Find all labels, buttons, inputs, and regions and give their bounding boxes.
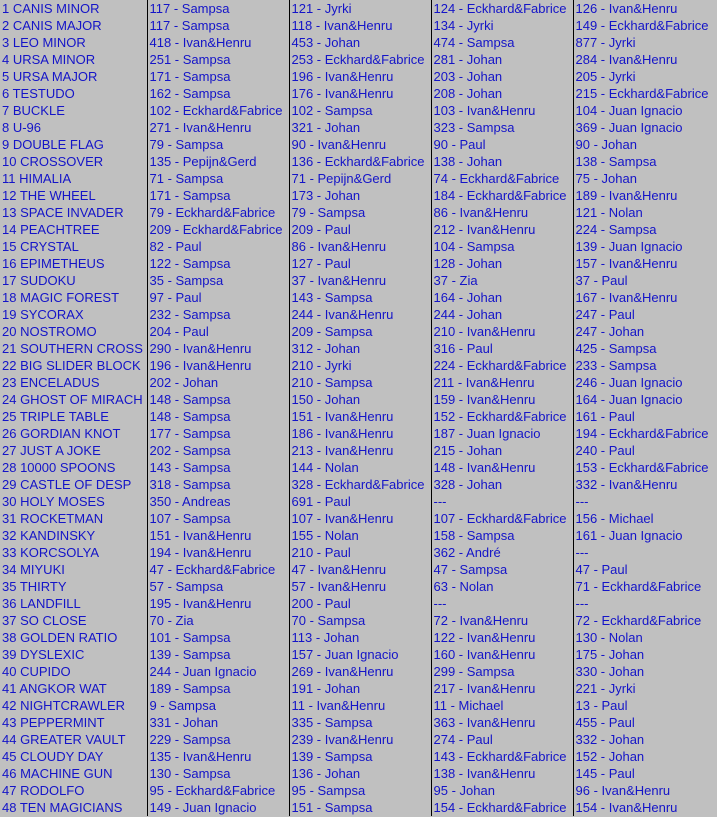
table-row bbox=[0, 493, 717, 510]
rank-1-cell: 107 - Sampsa bbox=[147, 510, 289, 527]
table-row bbox=[0, 255, 717, 272]
rank-1-cell: 418 - Ivan&Henru bbox=[147, 34, 289, 51]
table-row bbox=[0, 238, 717, 255]
rank-1-cell: 204 - Paul bbox=[147, 323, 289, 340]
table-row bbox=[0, 68, 717, 85]
puzzle-name-cell: 12 THE WHEEL bbox=[0, 187, 147, 204]
rank-1-cell: 101 - Sampsa bbox=[147, 629, 289, 646]
rank-1-cell: 177 - Sampsa bbox=[147, 425, 289, 442]
puzzle-name-cell: 43 PEPPERMINT bbox=[0, 714, 147, 731]
rank-2-cell: 209 - Sampsa bbox=[289, 323, 431, 340]
rank-1-cell: 149 - Juan Ignacio bbox=[147, 799, 289, 816]
puzzle-name-cell: 22 BIG SLIDER BLOCK bbox=[0, 357, 147, 374]
rank-4-cell: 425 - Sampsa bbox=[573, 340, 717, 357]
rank-4-cell: 153 - Eckhard&Fabrice bbox=[573, 459, 717, 476]
rank-1-cell: 47 - Eckhard&Fabrice bbox=[147, 561, 289, 578]
rank-1-cell: 290 - Ivan&Henru bbox=[147, 340, 289, 357]
puzzle-name-cell: 14 PEACHTREE bbox=[0, 221, 147, 238]
puzzle-name-cell: 5 URSA MAJOR bbox=[0, 68, 147, 85]
rank-3-cell: 224 - Eckhard&Fabrice bbox=[431, 357, 573, 374]
rank-4-cell: 104 - Juan Ignacio bbox=[573, 102, 717, 119]
rank-4-cell: 121 - Nolan bbox=[573, 204, 717, 221]
rank-4-cell: 175 - Johan bbox=[573, 646, 717, 663]
puzzle-name-cell: 3 LEO MINOR bbox=[0, 34, 147, 51]
table-row bbox=[0, 561, 717, 578]
rank-2-cell: 191 - Johan bbox=[289, 680, 431, 697]
rank-1-cell: 143 - Sampsa bbox=[147, 459, 289, 476]
rank-3-cell: 215 - Johan bbox=[431, 442, 573, 459]
rank-1-cell: 117 - Sampsa bbox=[147, 17, 289, 34]
rank-2-cell: 136 - Eckhard&Fabrice bbox=[289, 153, 431, 170]
rank-3-cell: 124 - Eckhard&Fabrice bbox=[431, 0, 573, 17]
rank-3-cell: 362 - André bbox=[431, 544, 573, 561]
rank-2-cell: 210 - Jyrki bbox=[289, 357, 431, 374]
rank-2-cell: 90 - Ivan&Henru bbox=[289, 136, 431, 153]
puzzle-name-cell: 15 CRYSTAL bbox=[0, 238, 147, 255]
table-row bbox=[0, 0, 717, 17]
rank-2-cell: 107 - Ivan&Henru bbox=[289, 510, 431, 527]
rank-3-cell: 72 - Ivan&Henru bbox=[431, 612, 573, 629]
rank-2-cell: 37 - Ivan&Henru bbox=[289, 272, 431, 289]
rank-1-cell: 232 - Sampsa bbox=[147, 306, 289, 323]
table-row bbox=[0, 102, 717, 119]
rank-2-cell: 253 - Eckhard&Fabrice bbox=[289, 51, 431, 68]
rank-2-cell: 328 - Eckhard&Fabrice bbox=[289, 476, 431, 493]
rank-4-cell: 47 - Paul bbox=[573, 561, 717, 578]
rank-2-cell: 210 - Sampsa bbox=[289, 374, 431, 391]
rank-2-cell: 209 - Paul bbox=[289, 221, 431, 238]
rank-3-cell: 128 - Johan bbox=[431, 255, 573, 272]
rank-4-cell: 332 - Johan bbox=[573, 731, 717, 748]
rank-3-cell: 37 - Zia bbox=[431, 272, 573, 289]
table-row bbox=[0, 748, 717, 765]
rank-3-cell: 122 - Ivan&Henru bbox=[431, 629, 573, 646]
rank-3-cell: 281 - Johan bbox=[431, 51, 573, 68]
rank-1-cell: 171 - Sampsa bbox=[147, 187, 289, 204]
rank-1-cell: 35 - Sampsa bbox=[147, 272, 289, 289]
rank-2-cell: 151 - Ivan&Henru bbox=[289, 408, 431, 425]
table-row bbox=[0, 85, 717, 102]
rank-1-cell: 97 - Paul bbox=[147, 289, 289, 306]
puzzle-name-cell: 39 DYSLEXIC bbox=[0, 646, 147, 663]
table-row bbox=[0, 442, 717, 459]
puzzle-name-cell: 30 HOLY MOSES bbox=[0, 493, 147, 510]
rank-4-cell: 455 - Paul bbox=[573, 714, 717, 731]
table-row bbox=[0, 612, 717, 629]
rank-1-cell: 130 - Sampsa bbox=[147, 765, 289, 782]
rank-3-cell: 11 - Michael bbox=[431, 697, 573, 714]
puzzle-name-cell: 20 NOSTROMO bbox=[0, 323, 147, 340]
rank-4-cell: 37 - Paul bbox=[573, 272, 717, 289]
rank-1-cell: 318 - Sampsa bbox=[147, 476, 289, 493]
table-row bbox=[0, 119, 717, 136]
puzzle-name-cell: 8 U-96 bbox=[0, 119, 147, 136]
rank-3-cell: 211 - Ivan&Henru bbox=[431, 374, 573, 391]
puzzle-name-cell: 16 EPIMETHEUS bbox=[0, 255, 147, 272]
puzzle-name-cell: 42 NIGHTCRAWLER bbox=[0, 697, 147, 714]
rank-4-cell: 369 - Juan Ignacio bbox=[573, 119, 717, 136]
rank-2-cell: 244 - Ivan&Henru bbox=[289, 306, 431, 323]
puzzle-name-cell: 4 URSA MINOR bbox=[0, 51, 147, 68]
rank-4-cell: --- bbox=[573, 544, 717, 561]
rank-3-cell: 212 - Ivan&Henru bbox=[431, 221, 573, 238]
rank-1-cell: 148 - Sampsa bbox=[147, 408, 289, 425]
table-row bbox=[0, 731, 717, 748]
table-row bbox=[0, 510, 717, 527]
table-row bbox=[0, 272, 717, 289]
rank-2-cell: 121 - Jyrki bbox=[289, 0, 431, 17]
puzzle-name-cell: 25 TRIPLE TABLE bbox=[0, 408, 147, 425]
rank-2-cell: 269 - Ivan&Henru bbox=[289, 663, 431, 680]
table-row bbox=[0, 204, 717, 221]
table-row bbox=[0, 663, 717, 680]
table-row bbox=[0, 170, 717, 187]
rank-4-cell: 247 - Paul bbox=[573, 306, 717, 323]
rank-1-cell: 195 - Ivan&Henru bbox=[147, 595, 289, 612]
puzzle-name-cell: 45 CLOUDY DAY bbox=[0, 748, 147, 765]
rank-1-cell: 148 - Sampsa bbox=[147, 391, 289, 408]
puzzle-name-cell: 37 SO CLOSE bbox=[0, 612, 147, 629]
rank-3-cell: 104 - Sampsa bbox=[431, 238, 573, 255]
rank-4-cell: --- bbox=[573, 493, 717, 510]
rank-3-cell: --- bbox=[431, 595, 573, 612]
rank-2-cell: 102 - Sampsa bbox=[289, 102, 431, 119]
rank-4-cell: 284 - Ivan&Henru bbox=[573, 51, 717, 68]
rank-2-cell: 79 - Sampsa bbox=[289, 204, 431, 221]
rank-1-cell: 196 - Ivan&Henru bbox=[147, 357, 289, 374]
rank-2-cell: 47 - Ivan&Henru bbox=[289, 561, 431, 578]
rank-3-cell: 363 - Ivan&Henru bbox=[431, 714, 573, 731]
puzzle-name-cell: 18 MAGIC FOREST bbox=[0, 289, 147, 306]
rank-2-cell: 150 - Johan bbox=[289, 391, 431, 408]
rank-2-cell: 196 - Ivan&Henru bbox=[289, 68, 431, 85]
puzzle-name-cell: 10 CROSSOVER bbox=[0, 153, 147, 170]
rank-2-cell: 321 - Johan bbox=[289, 119, 431, 136]
table-row bbox=[0, 136, 717, 153]
puzzle-name-cell: 31 ROCKETMAN bbox=[0, 510, 147, 527]
rank-1-cell: 151 - Ivan&Henru bbox=[147, 527, 289, 544]
table-row bbox=[0, 527, 717, 544]
puzzle-name-cell: 46 MACHINE GUN bbox=[0, 765, 147, 782]
rank-1-cell: 171 - Sampsa bbox=[147, 68, 289, 85]
rank-4-cell: 126 - Ivan&Henru bbox=[573, 0, 717, 17]
rank-2-cell: 453 - Johan bbox=[289, 34, 431, 51]
table-row bbox=[0, 357, 717, 374]
puzzle-name-cell: 28 10000 SPOONS bbox=[0, 459, 147, 476]
rank-4-cell: 13 - Paul bbox=[573, 697, 717, 714]
table-row bbox=[0, 221, 717, 238]
table-row bbox=[0, 629, 717, 646]
puzzle-name-cell: 36 LANDFILL bbox=[0, 595, 147, 612]
rank-2-cell: 173 - Johan bbox=[289, 187, 431, 204]
rank-2-cell: 71 - Pepijn&Gerd bbox=[289, 170, 431, 187]
rank-3-cell: 143 - Eckhard&Fabrice bbox=[431, 748, 573, 765]
rank-1-cell: 331 - Johan bbox=[147, 714, 289, 731]
rank-1-cell: 135 - Pepijn&Gerd bbox=[147, 153, 289, 170]
rank-3-cell: 474 - Sampsa bbox=[431, 34, 573, 51]
rank-3-cell: 158 - Sampsa bbox=[431, 527, 573, 544]
rank-1-cell: 70 - Zia bbox=[147, 612, 289, 629]
rank-4-cell: --- bbox=[573, 595, 717, 612]
rank-4-cell: 332 - Ivan&Henru bbox=[573, 476, 717, 493]
rank-2-cell: 312 - Johan bbox=[289, 340, 431, 357]
puzzle-name-cell: 38 GOLDEN RATIO bbox=[0, 629, 147, 646]
table-row bbox=[0, 187, 717, 204]
rank-1-cell: 79 - Sampsa bbox=[147, 136, 289, 153]
table-row bbox=[0, 408, 717, 425]
table-row bbox=[0, 714, 717, 731]
rank-3-cell: 328 - Johan bbox=[431, 476, 573, 493]
rank-2-cell: 210 - Paul bbox=[289, 544, 431, 561]
rank-4-cell: 157 - Ivan&Henru bbox=[573, 255, 717, 272]
rank-3-cell: 63 - Nolan bbox=[431, 578, 573, 595]
puzzle-name-cell: 7 BUCKLE bbox=[0, 102, 147, 119]
puzzle-name-cell: 35 THIRTY bbox=[0, 578, 147, 595]
rank-2-cell: 186 - Ivan&Henru bbox=[289, 425, 431, 442]
puzzle-name-cell: 44 GREATER VAULT bbox=[0, 731, 147, 748]
rank-4-cell: 90 - Johan bbox=[573, 136, 717, 153]
table-row bbox=[0, 391, 717, 408]
rank-4-cell: 130 - Nolan bbox=[573, 629, 717, 646]
rank-2-cell: 213 - Ivan&Henru bbox=[289, 442, 431, 459]
puzzle-name-cell: 2 CANIS MAJOR bbox=[0, 17, 147, 34]
rank-2-cell: 157 - Juan Ignacio bbox=[289, 646, 431, 663]
rank-3-cell: 184 - Eckhard&Fabrice bbox=[431, 187, 573, 204]
rank-4-cell: 233 - Sampsa bbox=[573, 357, 717, 374]
rank-4-cell: 877 - Jyrki bbox=[573, 34, 717, 51]
table-row bbox=[0, 425, 717, 442]
rank-1-cell: 79 - Eckhard&Fabrice bbox=[147, 204, 289, 221]
rank-1-cell: 202 - Johan bbox=[147, 374, 289, 391]
rank-3-cell: 103 - Ivan&Henru bbox=[431, 102, 573, 119]
rank-3-cell: 208 - Johan bbox=[431, 85, 573, 102]
puzzle-name-cell: 6 TESTUDO bbox=[0, 85, 147, 102]
puzzle-name-cell: 33 KORCSOLYA bbox=[0, 544, 147, 561]
rank-4-cell: 96 - Ivan&Henru bbox=[573, 782, 717, 799]
rank-3-cell: 152 - Eckhard&Fabrice bbox=[431, 408, 573, 425]
rank-1-cell: 82 - Paul bbox=[147, 238, 289, 255]
rank-3-cell: 47 - Sampsa bbox=[431, 561, 573, 578]
rank-4-cell: 164 - Juan Ignacio bbox=[573, 391, 717, 408]
rank-3-cell: 203 - Johan bbox=[431, 68, 573, 85]
puzzle-name-cell: 17 SUDOKU bbox=[0, 272, 147, 289]
table-row bbox=[0, 459, 717, 476]
table-row bbox=[0, 51, 717, 68]
rank-1-cell: 350 - Andreas bbox=[147, 493, 289, 510]
rank-2-cell: 155 - Nolan bbox=[289, 527, 431, 544]
rank-3-cell: 154 - Eckhard&Fabrice bbox=[431, 799, 573, 816]
rank-3-cell: 134 - Jyrki bbox=[431, 17, 573, 34]
rank-4-cell: 154 - Ivan&Henru bbox=[573, 799, 717, 816]
rank-1-cell: 189 - Sampsa bbox=[147, 680, 289, 697]
rank-4-cell: 161 - Juan Ignacio bbox=[573, 527, 717, 544]
rank-3-cell: 107 - Eckhard&Fabrice bbox=[431, 510, 573, 527]
puzzle-name-cell: 48 TEN MAGICIANS bbox=[0, 799, 147, 816]
rank-1-cell: 57 - Sampsa bbox=[147, 578, 289, 595]
rank-3-cell: 86 - Ivan&Henru bbox=[431, 204, 573, 221]
rank-2-cell: 57 - Ivan&Henru bbox=[289, 578, 431, 595]
rank-1-cell: 251 - Sampsa bbox=[147, 51, 289, 68]
rank-1-cell: 139 - Sampsa bbox=[147, 646, 289, 663]
table-row bbox=[0, 799, 717, 816]
table-row bbox=[0, 323, 717, 340]
rank-1-cell: 162 - Sampsa bbox=[147, 85, 289, 102]
rank-1-cell: 271 - Ivan&Henru bbox=[147, 119, 289, 136]
table-row bbox=[0, 374, 717, 391]
puzzle-name-cell: 1 CANIS MINOR bbox=[0, 0, 147, 17]
rank-2-cell: 118 - Ivan&Henru bbox=[289, 17, 431, 34]
rank-3-cell: --- bbox=[431, 493, 573, 510]
rank-3-cell: 138 - Johan bbox=[431, 153, 573, 170]
rank-2-cell: 143 - Sampsa bbox=[289, 289, 431, 306]
rank-4-cell: 161 - Paul bbox=[573, 408, 717, 425]
rank-3-cell: 164 - Johan bbox=[431, 289, 573, 306]
rank-3-cell: 316 - Paul bbox=[431, 340, 573, 357]
puzzle-name-cell: 27 JUST A JOKE bbox=[0, 442, 147, 459]
rank-4-cell: 75 - Johan bbox=[573, 170, 717, 187]
puzzle-name-cell: 23 ENCELADUS bbox=[0, 374, 147, 391]
rank-2-cell: 239 - Ivan&Henru bbox=[289, 731, 431, 748]
rank-4-cell: 194 - Eckhard&Fabrice bbox=[573, 425, 717, 442]
rank-2-cell: 86 - Ivan&Henru bbox=[289, 238, 431, 255]
rank-2-cell: 11 - Ivan&Henru bbox=[289, 697, 431, 714]
table-row bbox=[0, 476, 717, 493]
rank-4-cell: 205 - Jyrki bbox=[573, 68, 717, 85]
rank-1-cell: 202 - Sampsa bbox=[147, 442, 289, 459]
puzzle-name-cell: 13 SPACE INVADER bbox=[0, 204, 147, 221]
rank-3-cell: 274 - Paul bbox=[431, 731, 573, 748]
rank-1-cell: 194 - Ivan&Henru bbox=[147, 544, 289, 561]
rank-3-cell: 159 - Ivan&Henru bbox=[431, 391, 573, 408]
puzzle-name-cell: 29 CASTLE OF DESP bbox=[0, 476, 147, 493]
table-row bbox=[0, 289, 717, 306]
rank-1-cell: 9 - Sampsa bbox=[147, 697, 289, 714]
table-row bbox=[0, 340, 717, 357]
puzzle-name-cell: 26 GORDIAN KNOT bbox=[0, 425, 147, 442]
puzzle-name-cell: 40 CUPIDO bbox=[0, 663, 147, 680]
table-row bbox=[0, 306, 717, 323]
rank-2-cell: 70 - Sampsa bbox=[289, 612, 431, 629]
rank-1-cell: 209 - Eckhard&Fabrice bbox=[147, 221, 289, 238]
puzzle-name-cell: 47 RODOLFO bbox=[0, 782, 147, 799]
rank-3-cell: 148 - Ivan&Henru bbox=[431, 459, 573, 476]
rank-3-cell: 299 - Sampsa bbox=[431, 663, 573, 680]
rank-4-cell: 149 - Eckhard&Fabrice bbox=[573, 17, 717, 34]
table-row bbox=[0, 578, 717, 595]
rank-2-cell: 95 - Sampsa bbox=[289, 782, 431, 799]
rank-3-cell: 244 - Johan bbox=[431, 306, 573, 323]
rank-1-cell: 102 - Eckhard&Fabrice bbox=[147, 102, 289, 119]
rank-2-cell: 113 - Johan bbox=[289, 629, 431, 646]
rank-3-cell: 160 - Ivan&Henru bbox=[431, 646, 573, 663]
rank-3-cell: 90 - Paul bbox=[431, 136, 573, 153]
table-row bbox=[0, 765, 717, 782]
rank-2-cell: 136 - Johan bbox=[289, 765, 431, 782]
rank-1-cell: 122 - Sampsa bbox=[147, 255, 289, 272]
puzzle-name-cell: 19 SYCORAX bbox=[0, 306, 147, 323]
puzzle-name-cell: 32 KANDINSKY bbox=[0, 527, 147, 544]
rank-2-cell: 151 - Sampsa bbox=[289, 799, 431, 816]
rank-2-cell: 200 - Paul bbox=[289, 595, 431, 612]
puzzle-name-cell: 41 ANGKOR WAT bbox=[0, 680, 147, 697]
rank-1-cell: 244 - Juan Ignacio bbox=[147, 663, 289, 680]
table-row bbox=[0, 153, 717, 170]
rank-4-cell: 247 - Johan bbox=[573, 323, 717, 340]
rank-4-cell: 152 - Johan bbox=[573, 748, 717, 765]
table-row bbox=[0, 595, 717, 612]
rank-4-cell: 156 - Michael bbox=[573, 510, 717, 527]
rank-3-cell: 323 - Sampsa bbox=[431, 119, 573, 136]
puzzle-name-cell: 11 HIMALIA bbox=[0, 170, 147, 187]
puzzle-name-cell: 9 DOUBLE FLAG bbox=[0, 136, 147, 153]
rank-4-cell: 167 - Ivan&Henru bbox=[573, 289, 717, 306]
rank-1-cell: 117 - Sampsa bbox=[147, 0, 289, 17]
table-row bbox=[0, 680, 717, 697]
rank-1-cell: 135 - Ivan&Henru bbox=[147, 748, 289, 765]
table-row bbox=[0, 697, 717, 714]
rank-4-cell: 71 - Eckhard&Fabrice bbox=[573, 578, 717, 595]
rank-2-cell: 127 - Paul bbox=[289, 255, 431, 272]
rank-4-cell: 189 - Ivan&Henru bbox=[573, 187, 717, 204]
rank-1-cell: 71 - Sampsa bbox=[147, 170, 289, 187]
rank-4-cell: 145 - Paul bbox=[573, 765, 717, 782]
rank-1-cell: 95 - Eckhard&Fabrice bbox=[147, 782, 289, 799]
table-row bbox=[0, 782, 717, 799]
table-row bbox=[0, 646, 717, 663]
rank-3-cell: 74 - Eckhard&Fabrice bbox=[431, 170, 573, 187]
rank-4-cell: 215 - Eckhard&Fabrice bbox=[573, 85, 717, 102]
rank-2-cell: 139 - Sampsa bbox=[289, 748, 431, 765]
rank-4-cell: 138 - Sampsa bbox=[573, 153, 717, 170]
rank-4-cell: 330 - Johan bbox=[573, 663, 717, 680]
rank-2-cell: 176 - Ivan&Henru bbox=[289, 85, 431, 102]
rank-2-cell: 691 - Paul bbox=[289, 493, 431, 510]
table-row bbox=[0, 17, 717, 34]
rank-2-cell: 335 - Sampsa bbox=[289, 714, 431, 731]
rank-3-cell: 138 - Ivan&Henru bbox=[431, 765, 573, 782]
rank-3-cell: 95 - Johan bbox=[431, 782, 573, 799]
rank-4-cell: 246 - Juan Ignacio bbox=[573, 374, 717, 391]
rank-4-cell: 221 - Jyrki bbox=[573, 680, 717, 697]
table-row bbox=[0, 544, 717, 561]
rank-1-cell: 229 - Sampsa bbox=[147, 731, 289, 748]
puzzle-name-cell: 21 SOUTHERN CROSS bbox=[0, 340, 147, 357]
rank-3-cell: 217 - Ivan&Henru bbox=[431, 680, 573, 697]
puzzle-name-cell: 24 GHOST OF MIRACH bbox=[0, 391, 147, 408]
rank-4-cell: 224 - Sampsa bbox=[573, 221, 717, 238]
rank-4-cell: 139 - Juan Ignacio bbox=[573, 238, 717, 255]
rank-4-cell: 240 - Paul bbox=[573, 442, 717, 459]
table-row bbox=[0, 34, 717, 51]
rank-4-cell: 72 - Eckhard&Fabrice bbox=[573, 612, 717, 629]
rank-2-cell: 144 - Nolan bbox=[289, 459, 431, 476]
rank-3-cell: 187 - Juan Ignacio bbox=[431, 425, 573, 442]
rank-3-cell: 210 - Ivan&Henru bbox=[431, 323, 573, 340]
puzzle-name-cell: 34 MIYUKI bbox=[0, 561, 147, 578]
